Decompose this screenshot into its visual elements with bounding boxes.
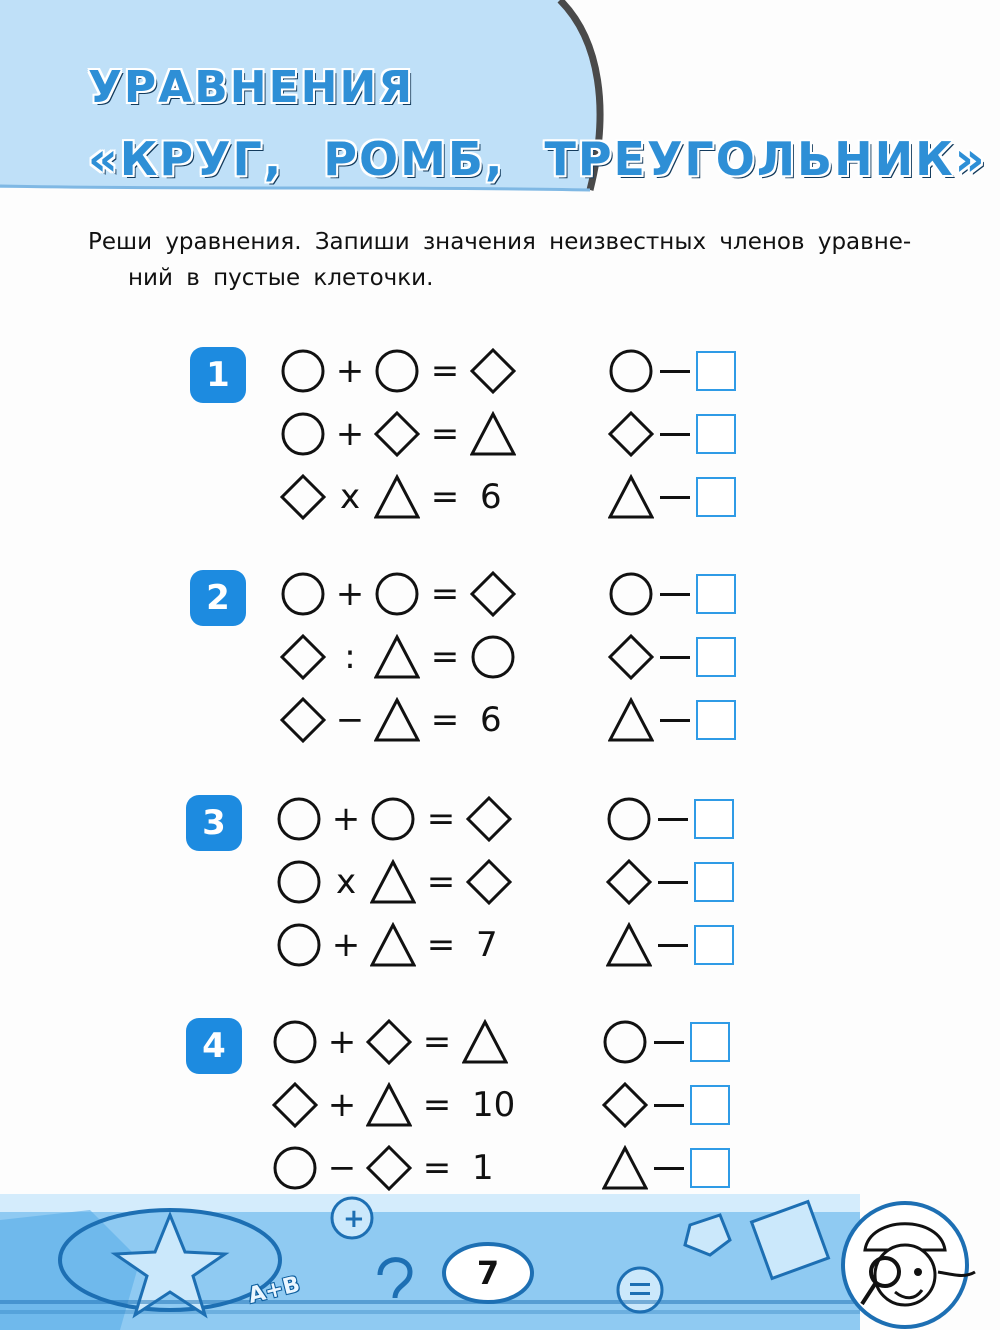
footer-formula: А+В	[245, 1272, 303, 1309]
answer-box[interactable]	[690, 1022, 730, 1062]
circle-icon	[608, 348, 654, 394]
triangle-icon	[370, 922, 416, 968]
page-title-line-1: УРАВНЕНИЯ	[88, 62, 415, 113]
triangle-icon	[374, 697, 420, 743]
operator: :	[344, 637, 356, 677]
triangle-icon	[366, 1082, 412, 1128]
diamond-icon	[470, 571, 516, 617]
exercise-number-badge: 1	[190, 347, 246, 403]
diamond-icon	[280, 634, 326, 680]
equation-row	[276, 856, 512, 908]
equals-sign: =	[426, 862, 456, 902]
exercise-number-badge: 4	[186, 1018, 242, 1074]
answer-dash	[654, 1167, 684, 1170]
equals-sign: =	[430, 637, 460, 677]
answer-dash	[658, 881, 688, 884]
svg-text:+: +	[343, 1204, 365, 1234]
circle-icon	[272, 1019, 318, 1065]
equals-sign: =	[430, 574, 460, 614]
equals-sign: =	[430, 414, 460, 454]
answer-box[interactable]	[696, 414, 736, 454]
instruction-text	[88, 224, 920, 296]
answer-dash	[654, 1041, 684, 1044]
answer-row	[608, 694, 736, 746]
answer-dash	[658, 818, 688, 821]
diamond-icon	[608, 634, 654, 680]
page-title-line-2: «КРУГ, РОМБ, ТРЕУГОЛЬНИК»	[88, 132, 987, 186]
triangle-icon	[470, 411, 516, 457]
answer-box[interactable]	[696, 700, 736, 740]
diamond-icon	[602, 1082, 648, 1128]
diamond-icon	[466, 796, 512, 842]
equals-sign: =	[422, 1022, 452, 1062]
equation-row	[280, 694, 502, 746]
answer-box[interactable]	[690, 1085, 730, 1125]
circle-icon	[370, 796, 416, 842]
answer-dash	[660, 433, 690, 436]
operator: +	[335, 414, 365, 454]
operator: +	[331, 925, 361, 965]
triangle-icon	[608, 697, 654, 743]
answer-row	[608, 568, 736, 620]
triangle-icon	[374, 634, 420, 680]
equation-result: 6	[480, 700, 502, 740]
equals-sign: =	[422, 1148, 452, 1188]
answer-row	[606, 793, 734, 845]
operator: +	[335, 574, 365, 614]
operator: x	[339, 477, 361, 517]
circle-icon	[470, 634, 516, 680]
answer-row	[606, 856, 734, 908]
operator: +	[327, 1022, 357, 1062]
answer-dash	[658, 944, 688, 947]
equation-result: 10	[472, 1085, 516, 1125]
operator: +	[335, 351, 365, 391]
answer-row	[608, 631, 736, 683]
answer-dash	[654, 1104, 684, 1107]
diamond-icon	[280, 697, 326, 743]
diamond-icon	[470, 348, 516, 394]
diamond-icon	[374, 411, 420, 457]
equation-row	[276, 919, 498, 971]
diamond-icon	[272, 1082, 318, 1128]
diamond-icon	[366, 1019, 412, 1065]
circle-icon	[276, 796, 322, 842]
answer-box[interactable]	[696, 637, 736, 677]
triangle-icon	[374, 474, 420, 520]
equation-row	[280, 471, 502, 523]
answer-dash	[660, 496, 690, 499]
equation-row	[280, 568, 516, 620]
circle-icon	[374, 571, 420, 617]
equation-row	[272, 1079, 515, 1131]
answer-row	[608, 408, 736, 460]
operator: +	[331, 799, 361, 839]
page-number: 7	[476, 1254, 500, 1292]
operator: −	[335, 700, 365, 740]
answer-row	[602, 1016, 730, 1068]
equation-row	[272, 1016, 508, 1068]
equation-row	[280, 408, 516, 460]
answer-row	[602, 1079, 730, 1131]
answer-dash	[660, 593, 690, 596]
operator: x	[335, 862, 357, 902]
circle-icon	[606, 796, 652, 842]
operator: −	[327, 1148, 357, 1188]
equation-result: 6	[480, 477, 502, 517]
answer-box[interactable]	[696, 351, 736, 391]
answer-dash	[660, 370, 690, 373]
equals-sign: =	[426, 799, 456, 839]
answer-box[interactable]	[694, 862, 734, 902]
diamond-icon	[466, 859, 512, 905]
answer-box[interactable]	[694, 799, 734, 839]
equation-row	[280, 631, 516, 683]
answer-row	[608, 345, 736, 397]
equals-sign: =	[422, 1085, 452, 1125]
circle-icon	[280, 411, 326, 457]
operator: +	[327, 1085, 357, 1125]
answer-dash	[660, 719, 690, 722]
circle-icon	[276, 922, 322, 968]
equation-result: 7	[476, 925, 498, 965]
exercise-number-badge: 3	[186, 795, 242, 851]
circle-icon	[602, 1019, 648, 1065]
answer-box[interactable]	[696, 477, 736, 517]
circle-icon	[374, 348, 420, 394]
diamond-icon	[280, 474, 326, 520]
answer-box[interactable]	[694, 925, 734, 965]
equals-sign: =	[426, 925, 456, 965]
circle-icon	[276, 859, 322, 905]
instruction-line-2: ний в пустые клеточки.	[128, 265, 434, 291]
answer-row	[608, 471, 736, 523]
equals-sign: =	[430, 477, 460, 517]
diamond-icon	[608, 411, 654, 457]
exercise-number-badge: 2	[190, 570, 246, 626]
diamond-icon	[606, 859, 652, 905]
triangle-icon	[606, 922, 652, 968]
triangle-icon	[608, 474, 654, 520]
equals-sign: =	[430, 351, 460, 391]
circle-icon	[608, 571, 654, 617]
instruction-line-1: Реши уравнения. Запиши значения неизвестных членов уравне-	[88, 229, 912, 255]
triangle-icon	[370, 859, 416, 905]
triangle-icon	[462, 1019, 508, 1065]
circle-icon	[280, 348, 326, 394]
answer-dash	[660, 656, 690, 659]
answer-box[interactable]	[696, 574, 736, 614]
answer-row	[606, 919, 734, 971]
equation-result: 1	[472, 1148, 494, 1188]
equation-row	[280, 345, 516, 397]
equation-row	[276, 793, 512, 845]
equals-sign: =	[430, 700, 460, 740]
circle-icon	[280, 571, 326, 617]
